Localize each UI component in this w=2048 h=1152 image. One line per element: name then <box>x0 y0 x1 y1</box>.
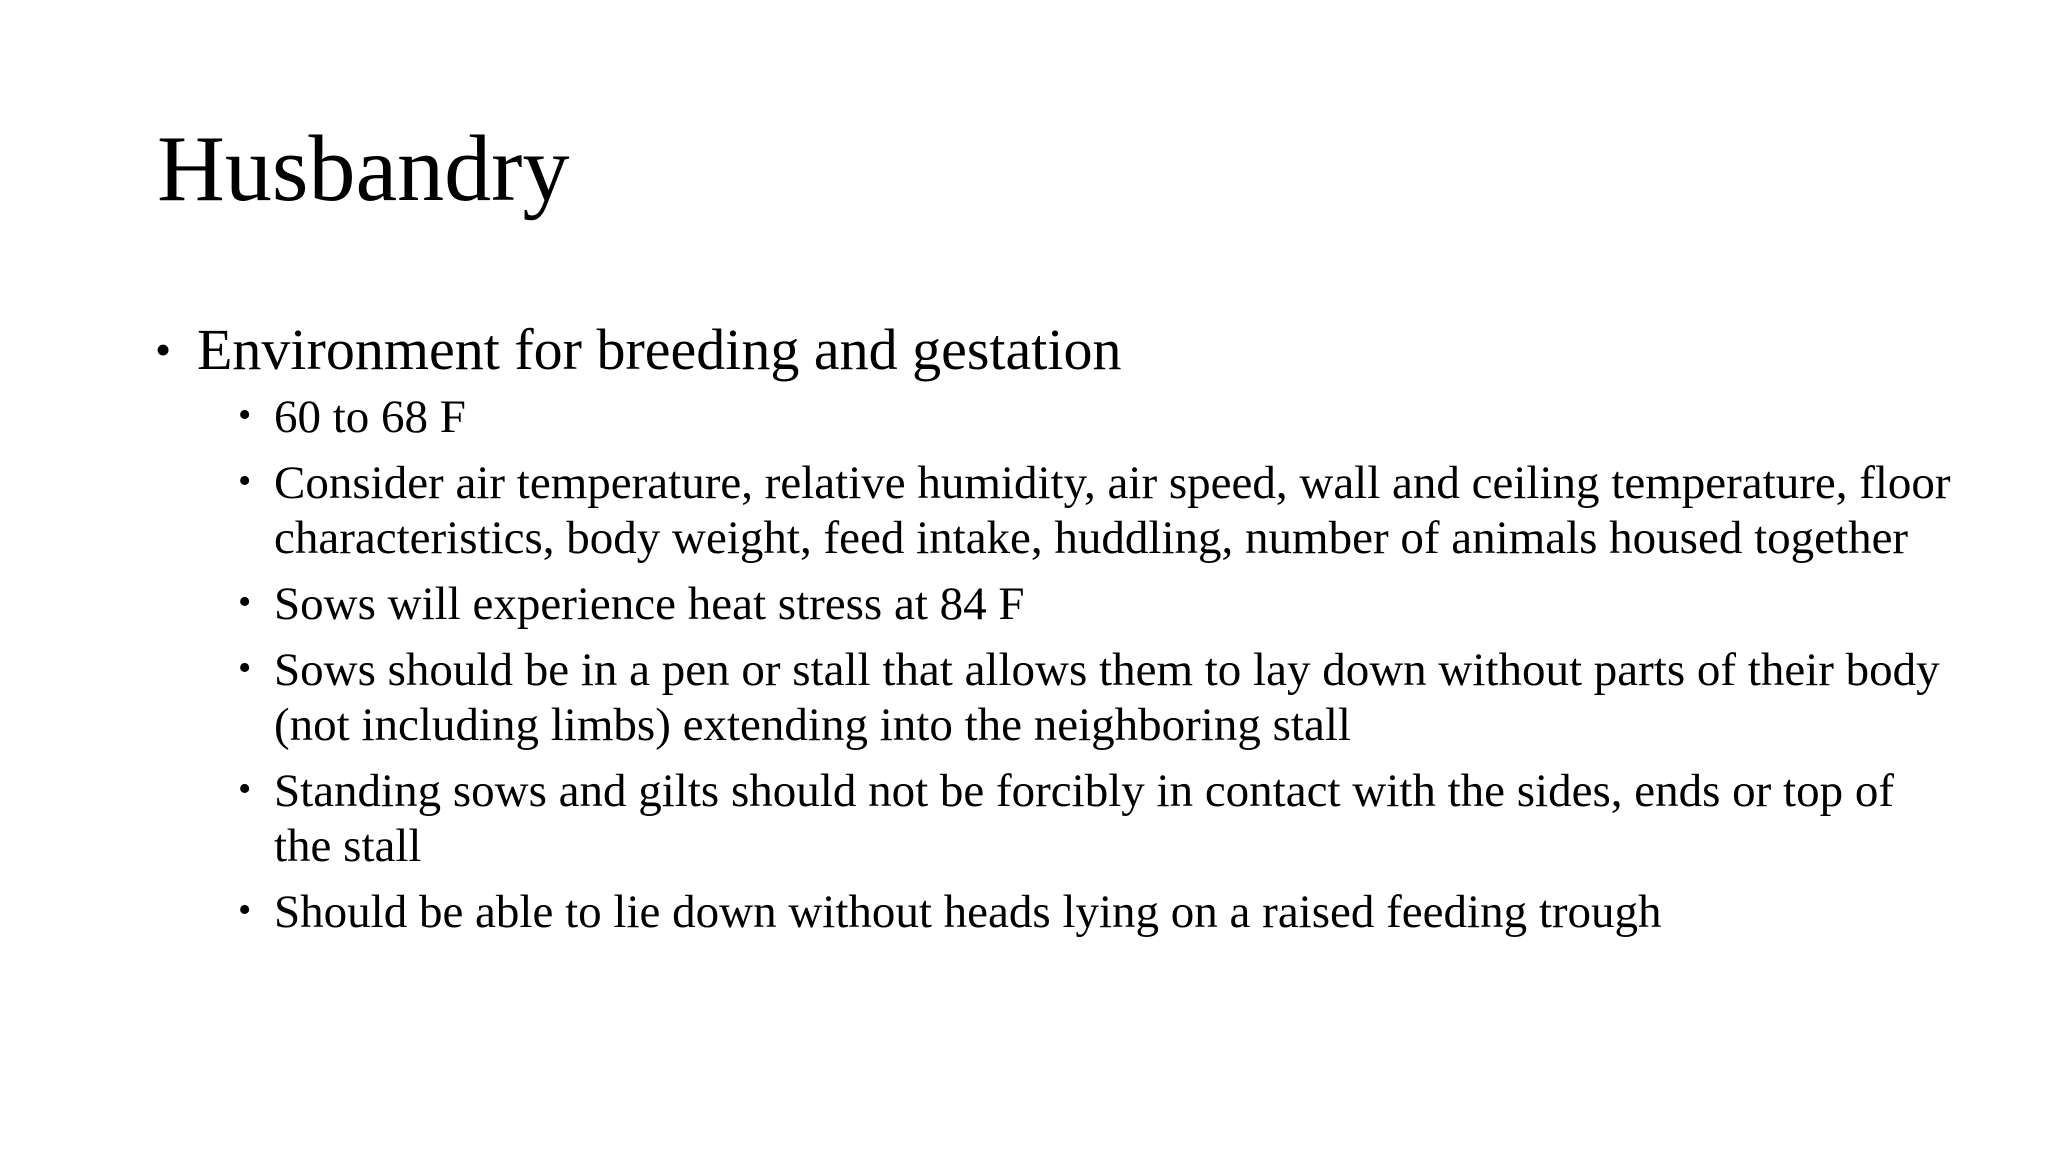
sub-bullet-list <box>155 390 1955 940</box>
sub-bullet-text: Consider air temperature, relative humidity, air speed, wall and ceiling temperature, floor characteristics, body weight, feed intake, huddling, number of animals housed together <box>274 457 1951 564</box>
bullet-item <box>155 318 1955 382</box>
sub-bullet-text: Standing sows and gilts should not be forcibly in contact with the sides, ends or top of the stall <box>274 765 1895 872</box>
sub-bullet-item <box>238 390 1954 445</box>
sub-bullet-item <box>238 577 1954 632</box>
sub-bullet-item <box>238 643 1954 753</box>
bullet-dot-icon: • <box>155 324 172 375</box>
sub-bullet-text: 60 to 68 F <box>274 391 466 443</box>
bullet-dot-icon: • <box>238 581 252 623</box>
bullet-dot-icon: • <box>238 647 252 689</box>
bullet-dot-icon: • <box>238 460 252 502</box>
bullet-dot-icon: • <box>238 889 252 931</box>
sub-bullet-item <box>238 885 1954 940</box>
slide-title: Husbandry <box>157 117 570 221</box>
bullet-dot-icon: • <box>238 768 252 810</box>
sub-bullet-text: Sows should be in a pen or stall that allows them to lay down without parts of their body (not including limbs) extending into the neighboring stall <box>274 644 1940 751</box>
sub-bullet-text: Sows will experience heat stress at 84 F <box>274 578 1025 630</box>
sub-bullet-text: Should be able to lie down without heads lying on a raised feeding trough <box>274 886 1662 938</box>
bullet-dot-icon: • <box>238 394 252 436</box>
sub-bullet-item <box>238 764 1954 874</box>
slide-content <box>155 318 1955 951</box>
sub-bullet-item <box>238 456 1954 566</box>
bullet-text: Environment for breeding and gestation <box>197 317 1122 382</box>
